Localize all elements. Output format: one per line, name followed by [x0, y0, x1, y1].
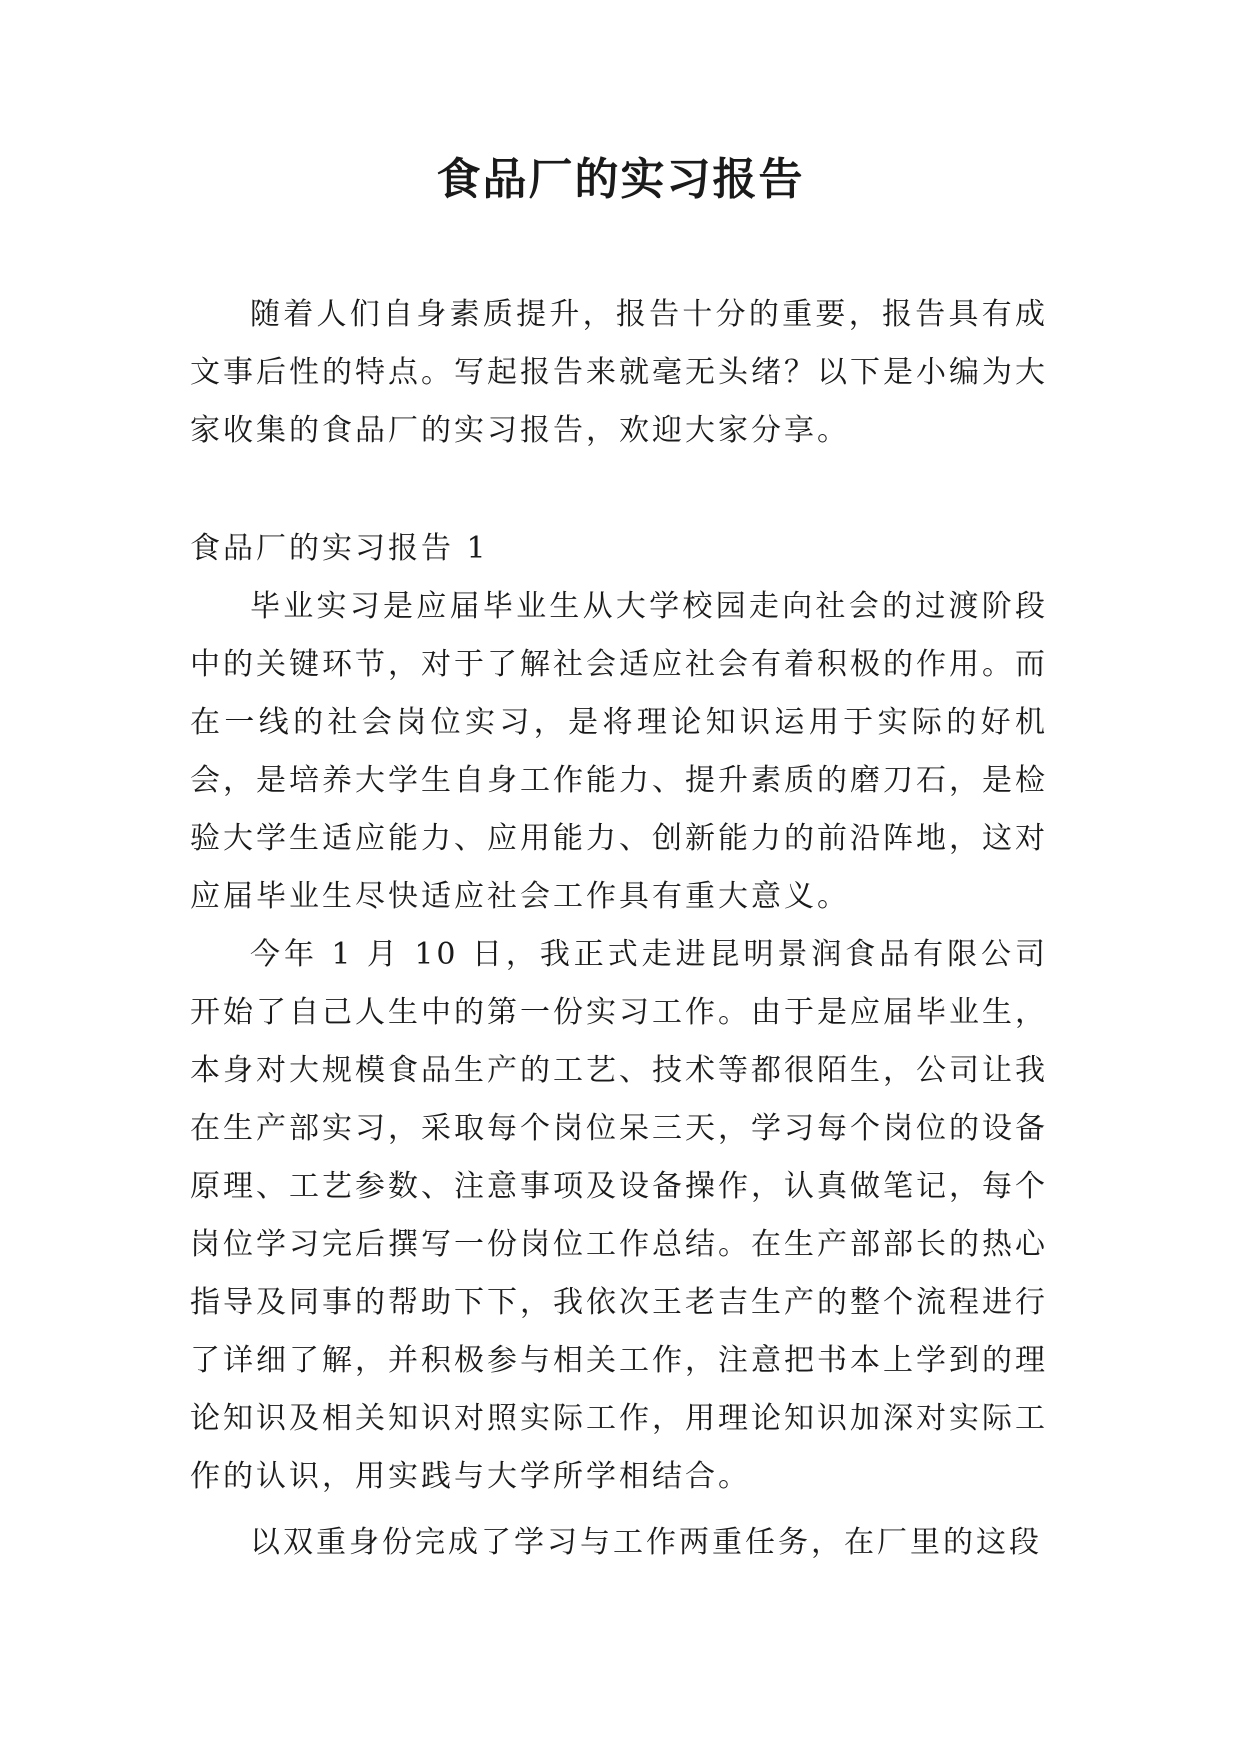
paragraph-1: 毕业实习是应届毕业生从大学校园走向社会的过渡阶段中的关键环节，对于了解社会适应社会有着积极的作用。而在一线的社会岗位实习，是将理论知识运用于实际的好机会，是培养大学生自身工作能力、提升素质的磨刀石，是检验大学生适应能力、应用能力、创新能力的前沿阵地，这对应届毕业生尽快适应社会工作具有重大意义。: [190, 589, 1048, 914]
document-title: 食品厂的实习报告: [436, 154, 805, 205]
paragraph-2: 今年 1 月 10 日，我正式走进昆明景润食品有限公司开始了自己人生中的第一份实习工作。由于是应届毕业生，本身对大规模食品生产的工艺、技术等都很陌生，公司让我在生产部实习，采取每个岗位呆三天，学习每个岗位的设备原理、工艺参数、注意事项及设备操作，认真做笔记，每个岗位学习完后撰写一份岗位工作总结。在生产部部长的热心指导及同事的帮助下下，我依次王老吉生产的整个流程进行了详细了解，并积极参与相关工作，注意把书本上学到的理论知识及相关知识对照实际工作，用理论知识加深对实际工作的认识，用实践与大学所学相结合。: [190, 937, 1048, 1494]
intro-paragraph: 随着人们自身素质提升，报告十分的重要，报告具有成文事后性的特点。写起报告来就毫无头绪？以下是小编为大家收集的食品厂的实习报告，欢迎大家分享。: [190, 297, 1048, 448]
section-1: [190, 520, 1048, 1572]
paragraph-3: 以双重身份完成了学习与工作两重任务，在厂里的这段: [250, 1525, 1042, 1560]
section-heading: 食品厂的实习报告 1: [190, 531, 489, 566]
intro-block: [190, 286, 1048, 460]
